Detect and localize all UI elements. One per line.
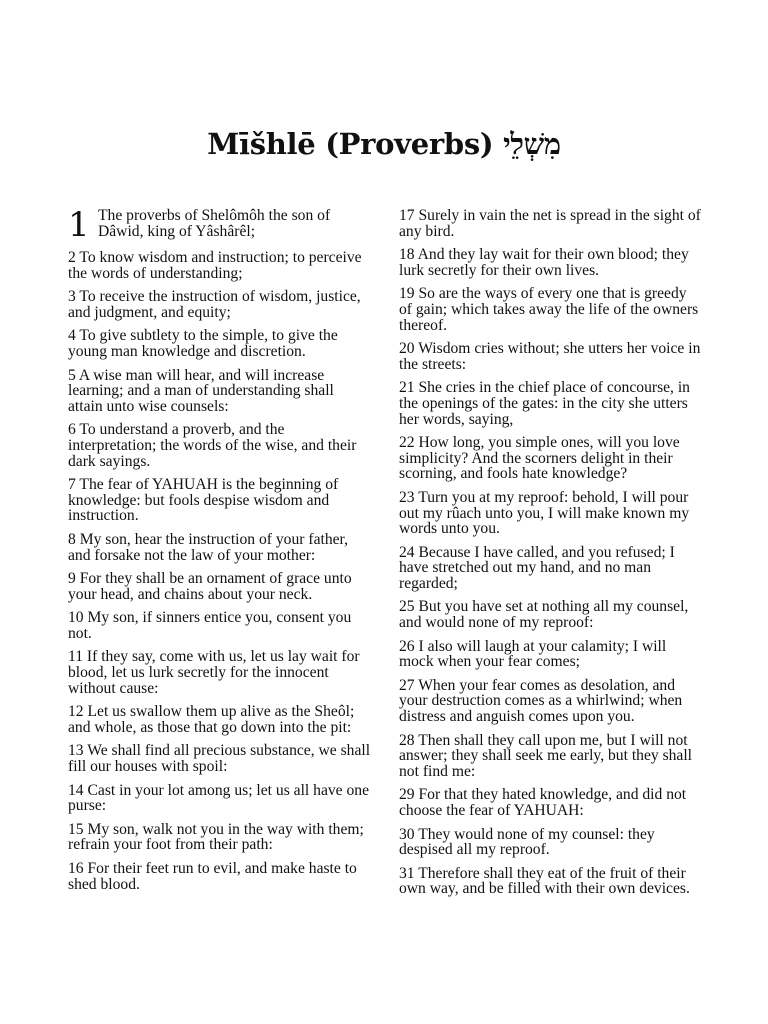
verse-25 (399, 599, 702, 630)
verse-1 (68, 205, 371, 245)
verse-text: My son, if sinners entice you, consent you not. (68, 609, 352, 642)
verse-number: 9 (68, 570, 76, 588)
verse-text: To give subtlety to the simple, to give the young man knowledge and discretion. (68, 327, 338, 360)
verse-text: Therefore shall they eat of the fruit of their own way, and be filled with their own devices. (399, 864, 690, 898)
verse-text: Cast in your lot among us; let us all have one purse: (68, 781, 370, 815)
verse-text: If they say, come with us, let us lay wait for blood, let us lurk secretly for the innocent without cause: (68, 648, 360, 697)
verse-text: When your fear comes as desolation, and your destruction comes as a whirlwind; when distress and anguish comes upon you. (399, 676, 683, 726)
verse-text: And they lay wait for their own blood; they lurk secretly for their own lives. (399, 246, 689, 279)
verse-text: But you have set at nothing all my counsel, and would none of my reproof: (399, 598, 689, 632)
chapter-number: 1 (68, 205, 90, 245)
verse-14 (68, 783, 371, 814)
verse-23 (399, 490, 702, 537)
verse-number: 30 (399, 825, 415, 843)
verse-24 (399, 545, 702, 592)
verse-text: Let us swallow them up alive as the Sheôl; and whole, as those that go down into the pit: (68, 703, 355, 736)
verse-number: 5 (68, 366, 76, 384)
verse-21 (399, 380, 702, 427)
verse-12 (68, 704, 371, 735)
verse-text: To know wisdom and instruction; to perceive the words of understanding; (68, 249, 362, 282)
verse-number: 27 (399, 676, 415, 694)
verse-3 (68, 289, 371, 320)
verse-number: 24 (399, 543, 415, 561)
verse-text: Because I have called, and you refused; I have stretched out my hand, and no man regarded; (399, 543, 675, 592)
verse-31 (399, 866, 702, 897)
verse-number: 20 (399, 340, 415, 358)
verse-text: For they shall be an ornament of grace unto your head, and chains about your neck. (68, 570, 352, 603)
verse-20 (399, 341, 702, 372)
verse-16 (68, 861, 371, 892)
verse-number: 3 (68, 288, 76, 306)
verse-number: 26 (399, 637, 415, 655)
page-title (0, 124, 768, 164)
verse-text: My son, hear the instruction of your father, and forsake not the law of your mother: (68, 530, 349, 564)
title-latin: Mīšhlē (Proverbs) (207, 127, 494, 161)
verse-text: A wise man will hear, and will increase learning; and a man of understanding shall attain unto wise counsels: (68, 366, 334, 415)
verse-text: My son, walk not you in the way with them; refrain your foot from their path: (68, 820, 364, 854)
verse-number: 23 (399, 488, 415, 506)
verse-number: 28 (399, 731, 415, 749)
verse-number: 29 (399, 786, 415, 804)
verse-number: 14 (68, 781, 84, 799)
verse-15 (68, 822, 371, 853)
verse-30 (399, 827, 702, 858)
verse-text: To receive the instruction of wisdom, justice, and judgment, and equity; (68, 288, 361, 321)
verse-10 (68, 610, 371, 641)
verse-text: The fear of YAHUAH is the beginning of knowledge: but fools despise wisdom and instruction. (68, 476, 339, 525)
verse-number: 18 (399, 246, 415, 264)
verse-4 (68, 328, 371, 359)
verse-number: 22 (399, 434, 415, 452)
verse-number: 11 (68, 648, 84, 666)
verse-number: 12 (68, 703, 84, 721)
verse-number: 8 (68, 530, 76, 548)
verse-text: Wisdom cries without; she utters her voice in the streets: (399, 340, 701, 373)
verse-number: 31 (399, 864, 415, 882)
verse-number: 17 (399, 207, 415, 224)
verse-7 (68, 477, 371, 524)
verse-29 (399, 787, 702, 818)
verse-text: I also will laugh at your calamity; I will mock when your fear comes; (399, 637, 667, 671)
verse-8 (68, 532, 371, 563)
verse-text: The proverbs of Shelômôh the son of Dâwid, king of Yâshârêl; (98, 207, 331, 240)
right-column (399, 208, 702, 905)
verse-text: For that they hated knowledge, and did not choose the fear of YAHUAH: (399, 786, 687, 819)
verse-text: She cries in the chief place of concourse, in the openings of the gates: in the city she utters her words, saying, (399, 379, 690, 428)
verse-28 (399, 733, 702, 780)
verse-number: 15 (68, 820, 84, 838)
verse-5 (68, 368, 371, 415)
verse-text: For their feet run to evil, and make haste to shed blood. (68, 860, 357, 893)
verse-17 (399, 208, 702, 239)
verse-11 (68, 649, 371, 696)
verse-number: 21 (399, 379, 415, 397)
verse-27 (399, 678, 702, 725)
left-column (68, 205, 371, 900)
verse-text: To understand a proverb, and the interpretation; the words of the wise, and their dark sayings. (68, 421, 357, 470)
verse-number: 13 (68, 742, 84, 760)
verse-text: How long, you simple ones, will you love simplicity? And the scorners delight in their scorning, and fools hate knowledge? (399, 434, 680, 483)
verse-text: Then shall they call upon me, but I will not answer; they shall seek me early, but they shall not find me: (399, 731, 693, 780)
verse-number: 10 (68, 609, 84, 627)
verse-2 (68, 250, 371, 281)
verse-text: They would none of my counsel: they despised all my reproof. (399, 825, 655, 859)
verse-text: We shall find all precious substance, we shall fill our houses with spoil: (68, 742, 371, 776)
title-hebrew: מִשְׁלֵי (503, 127, 561, 161)
verse-number: 19 (399, 285, 415, 303)
verse-number: 16 (68, 860, 84, 877)
verse-13 (68, 743, 371, 774)
verse-number: 2 (68, 249, 76, 266)
verse-9 (68, 571, 371, 602)
verse-text: So are the ways of every one that is greedy of gain; which takes away the life of the owners thereof. (399, 285, 699, 334)
verse-22 (399, 435, 702, 482)
verse-text: Turn you at my reproof: behold, I will pour out my rûach unto you, I will make known my words unto you. (399, 488, 690, 538)
verse-text: Surely in vain the net is spread in the sight of any bird. (399, 207, 701, 240)
verse-26 (399, 639, 702, 670)
verse-number: 6 (68, 421, 76, 439)
verse-number: 7 (68, 476, 76, 494)
verse-19 (399, 286, 702, 333)
verse-6 (68, 422, 371, 469)
verse-18 (399, 247, 702, 278)
verse-number: 4 (68, 327, 76, 345)
verse-number: 25 (399, 598, 415, 616)
